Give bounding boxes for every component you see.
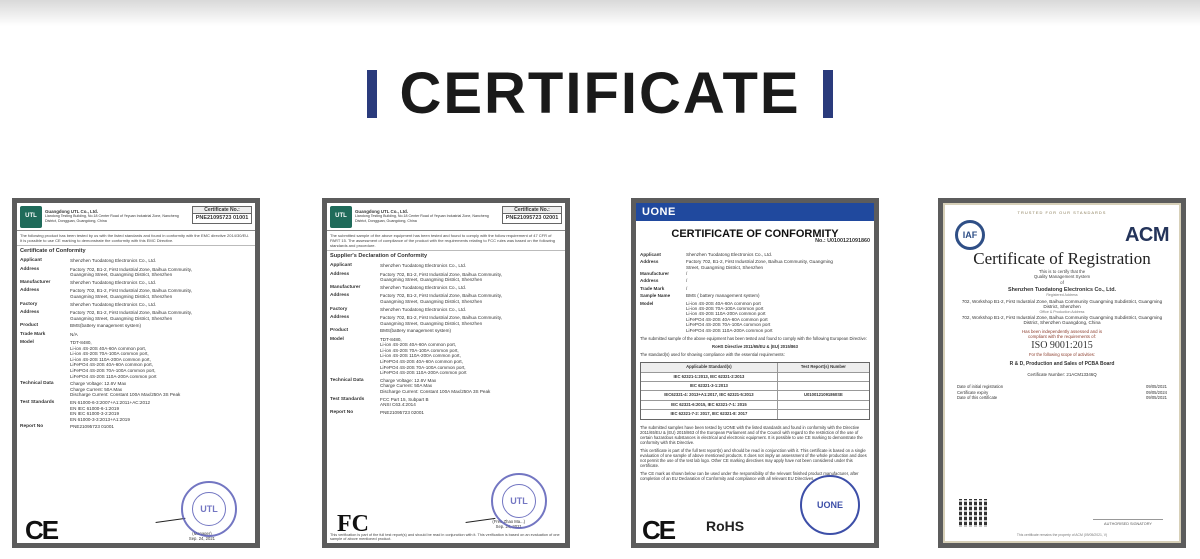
field-value-line: ANSI C63.4:2014 [380,402,416,408]
reg-sub-line: Quality Management System [1033,274,1091,280]
field-row [640,301,870,333]
field-label: Factory [330,306,348,312]
certificate-paper [636,203,874,543]
cert-number: PNE21095723 02001 [505,215,559,222]
field-value-line: LiFePO4 4S-20S 40A-60A common port, [380,358,463,364]
field-value [686,293,870,299]
cert-number-label: Certificate No.: [503,207,561,214]
field-value-line: Li-ion 4S-20S 110A-200A common port [686,311,766,317]
field-label: Model [20,340,34,345]
cert-number-box [502,206,562,224]
coc-text-1: The submitted sample of the above equipment has been tested and found to comply with the following European Directive: [640,336,867,342]
field-label: Address [330,293,350,299]
field-value-line: EN IEC 61000-6-1:2019 [70,405,120,411]
assessed-line: compliant with the requirements of: [1027,334,1097,340]
field-value-line: Charge Voltage: 12.6V Max [380,377,437,383]
field-value-line: EN 61000-6-3:2007+A1:2011+AC:2012 [70,399,151,405]
signer-role: (Free Zhao Ma...) [492,519,525,524]
reg-address: 702, Workshop B1-2, First Industrial Zone, Baihua Community Guangming Subdistrict, Guangming District, Shenzhen [961,298,1163,310]
cert-header [17,203,255,231]
field-value-line: BMS(battery management system) [380,328,451,334]
reg-sub-line: This is to certify that the [1038,268,1086,274]
section-heading [0,62,1200,126]
field-value [70,340,252,379]
field-value-line: / [686,285,688,291]
field-value-line: TDT-8480, [380,336,402,342]
table-row [641,373,869,382]
field-row [17,267,255,278]
field-value [380,315,562,326]
table-row [641,382,869,391]
field-value-line: Factory 702, B1-2, First Industrial Zone, Baihua Community, [380,271,502,277]
coc-title: CERTIFICATE OF CONFORMITY [671,228,839,240]
field-label: Applicant [640,251,661,257]
field-label: Address [640,259,659,265]
field-value-line: Guangming Street, Guangming District, Shenzhen [70,272,173,278]
field-row [327,285,565,291]
ce-mark-icon: CE [25,514,58,543]
field-value [70,267,252,278]
field-value-line: Li-ion 4S-20S 110A-200A common port, [380,353,461,359]
table-cell: IEC 62321-7-2: 2017, IEC 62321-8: 2017 [641,410,778,418]
scope-label: For the following scope of activities: [1028,352,1096,358]
field-value-line: Shenzhen Tuodatong Electronics Co., Ltd. [380,306,467,312]
authorised-signatory: AUTHORISED SIGNATORY [1093,519,1163,527]
heading-title: CERTIFICATE [399,61,801,126]
field-value [380,328,562,334]
field-value-line: / [686,271,688,277]
table-cell: IEC62321-4: 2013+A1:2017, IEC 62321-5:2013 [641,391,778,399]
field-value-line: Li-ion 4S-20S 70A-100A common port [686,306,764,312]
table-cell [778,401,869,409]
field-label: Trade Mark [640,285,665,291]
field-value-line: Shenzhen Tuodatong Electronics Co., Ltd. [380,285,467,290]
table-cell: IEC 62321-6:2015, IEC 62321-7-1: 2015 [641,401,778,409]
field-value-line: LiFePO4 4S-20S 110A-200A common port [380,370,467,376]
field-row [17,340,255,379]
field-value-line: Guangming Street, Guangming District, Shenzhen [380,277,483,283]
field-value-line: BMS(battery management system) [70,323,141,329]
office-address: 702, Workshop B1-2, First Industrial Zone, Baihua Community Guangming Subdistrict, Guangming District, Shenzhen Guangdong, China [961,315,1163,326]
field-value [70,323,252,329]
field-value-line: LiFePO4 4S-20S 70A-100A common port, [380,364,466,370]
field-row [327,263,565,269]
field-row [17,332,255,338]
field-row [17,323,255,329]
field-value-line: Shenzhen Tuodatong Electronics Co., Ltd. [686,251,773,257]
lab-name: Guangdong UTL Co., Ltd. [45,208,99,214]
field-value-line: Shenzhen Tuodatong Electronics Co., Ltd. [380,263,467,269]
field-label: Sample Name [640,293,671,299]
field-value-line: Charge Current: 50A Max [380,383,433,389]
company-name: Shenzhen Tuodatong Electronics Co., Ltd. [1007,287,1116,294]
field-value-line: TDT-8480, [70,340,92,345]
cert-number-label: Certificate No.: [193,207,251,214]
field-value-line: Li-ion 4S-20S 110A-200A common port, [70,356,151,362]
field-value-line: LiFePO4 4S-20S 40A-60A common port [686,316,768,322]
field-label: Factory [20,301,38,307]
field-row [17,288,255,299]
field-value [380,293,562,304]
field-value [380,307,562,313]
table-header-row [641,363,869,372]
top-shade [0,0,1200,26]
field-value [70,280,252,286]
reg-address-label: Registered Address [1046,293,1078,298]
utl-stamp-icon: UTL [491,473,547,529]
reg-dates [945,378,1179,400]
cert-fields [327,263,565,416]
field-row [640,271,870,277]
iso-standard: ISO 9001:2015 [1031,339,1093,351]
table-row [641,401,869,410]
date-value: 09/05/2021 [1146,394,1167,400]
field-value [686,278,870,284]
date-label: Certificate expiry [957,389,989,395]
field-value [380,378,562,395]
field-value [70,332,252,338]
field-row [327,315,565,326]
field-row [640,259,870,270]
cert-number-box [192,206,252,224]
coc-text-5: The CE mark as shown below can be used under the responsibility of the relevant finished product manufacturer, after completion of an EU Declaration of Conformity and compliance with all relevant EU Directives. [640,470,859,481]
field-value-line: Factory 702, B1-2, First Industrial Zone, Baihua Community, [380,315,502,320]
certificate-paper [943,203,1181,543]
field-value-line: / [686,278,688,284]
scope: R & D, Production and Sales of PCBA Board [1009,360,1115,367]
lab-address: Liandong Testing Building, No.18 Center Road of Yeyuan Industrial Zone, Nancheng District, Dongguan, Guangdong, China [355,214,489,223]
field-value-line: Factory 702, B1-2, First Industrial Zone, Baihua Community, [70,266,192,272]
uone-stamp-icon: UONE [800,475,860,535]
field-label: Address [330,315,350,320]
field-value [380,397,562,408]
date-row [957,395,1167,400]
field-row [17,302,255,308]
field-label: Model [330,336,344,342]
ce-mark-icon: CE [642,514,675,543]
field-value [70,302,252,308]
field-value-line: Factory 702, B1-2, First Industrial Zone, Baihua Community, [70,310,192,315]
date-value: 09/05/2021 [1146,384,1167,390]
field-value-line: Li-ion 4S-20S 40A-60A common port, [380,342,457,348]
field-value-line: LiFePO4 4S-20S 40A-60A common port, [70,362,153,368]
standards-table [640,362,870,419]
date-value: 09/05/2024 [1146,389,1167,395]
field-row [17,310,255,321]
field-row [327,337,565,376]
field-value-line: Shenzhen Tuodatong Electronics Co., Ltd. [70,258,157,264]
cert-fields [17,258,255,430]
rohs-mark-icon: RoHS [706,517,745,534]
table-cell: IEC 62321-1:2013, IEC 62321-2:2013 [641,373,778,381]
signature-date: Sep. 24, 2021 [188,536,215,541]
field-row [17,381,255,398]
field-value-line: LiFePO4 4S-20S 70A-100A common port [686,322,771,328]
certificate-card-fcc[interactable] [322,198,570,548]
field-value-line: N/A [70,331,78,337]
lab-logo-icon: UTL [20,206,42,228]
table-header-cell: Test Report(s) Number [800,364,846,370]
field-value-line: Factory 702, B1-2, First Industrial Zone, Baihua Community, Guangming [686,259,833,265]
field-value [70,258,252,264]
cert-header [327,203,565,231]
field-value [380,263,562,269]
cert-number: PNE21095723 01001 [195,215,249,222]
field-value [380,410,562,416]
field-label: Applicant [20,258,42,264]
field-value [380,285,562,291]
field-row [327,328,565,334]
table-cell [778,373,869,381]
field-label: Product [330,328,349,334]
field-value-line: Street, Guangming District, Shenzhen [686,264,764,270]
field-row [17,280,255,286]
field-value-line: Charge Current: 50A Max [70,386,123,392]
field-value [686,301,870,333]
assessed-line: Has been independently assessed and is [1021,328,1103,334]
field-value-line: EN 61000-3-3:2013+A1:2019 [70,416,130,422]
field-value-line: PNE21095723 02001 [380,409,424,415]
field-value-line: Guangming Street, Guangming District, Shenzhen [70,315,173,321]
coc-text-2: The standard(s) used for showing compliance with the essential requirements: [640,352,785,358]
field-value-line: Discharge Current: Constant 100A Max/250A 3S Peak [70,392,181,398]
cert-section-title: Certificate of Conformity [20,248,86,254]
certificate-card-rohs[interactable] [631,198,879,548]
field-value-line: Shenzhen Tuodatong Electronics Co., Ltd. [70,280,157,285]
field-label: Address [330,271,350,277]
table-row [641,410,869,418]
qr-code-icon [959,499,987,527]
signature [465,511,496,523]
signature-date: Sep. 24, 2021 [495,524,522,529]
cert-footnote: This verification is part of the full test report(s) and should be read in conjunction with it. This verification is based on an evaluation of one sample of above mentioned product. [330,532,560,542]
field-value-line: Guangming Street, Guangming District, Shenzhen [380,320,483,326]
field-value-line: LiFePO4 4S-20S 70A-100A common port, [70,367,156,373]
field-row [640,293,870,299]
field-value-line: Li-ion 4S-20S 40A-60A common port, [70,345,147,351]
field-value-line: Discharge Current: Constant 100A Max/250A 3S Peak [380,388,491,394]
field-value [380,272,562,283]
coc-text-4: This certificate is part of the full test report(s) and should be read in conjunction with it. This certificate is based on a single evaluation of one sample of above mentioned products. It does not imply an assessment of the whole production and does not permit the use of the test lab logo. Other CE marking directives may apply have not been considered under this certificate. [640,447,867,468]
field-label: Test Standards [20,399,55,405]
field-row [327,293,565,304]
fcc-mark-icon: FC [337,510,369,537]
field-value-line: Factory 702, B1-2, First Industrial Zone, Baihua Community, [380,293,502,299]
field-label: Test Standards [330,396,365,402]
field-value [380,337,562,376]
table-row [641,391,869,400]
lab-logo-icon: UTL [330,206,352,228]
field-label: Technical Data [330,377,364,383]
field-label: Report No [330,409,354,415]
field-value-line: EN IEC 61000-3-2:2019 [70,411,120,417]
reg-cert-number: Certificate Number: 21ACM13346Q [1027,371,1097,377]
acm-logo-icon: ACM [1124,224,1169,247]
field-row [640,278,870,284]
table-header-cell: Applicable Standard(s) [641,363,778,371]
table-cell: U0100121091860SE [803,392,843,398]
certificate-card-ce[interactable] [12,198,260,548]
certificate-paper [17,203,255,543]
field-row [17,400,255,422]
field-label: Applicant [330,263,352,269]
field-value-line: Factory 702, B1-2, First Industrial Zone, Baihua Community, [70,288,192,294]
field-value-line: Shenzhen Tuodatong Electronics Co., Ltd. [70,301,157,307]
field-label: Address [20,288,40,294]
coc-number: No.: U0100121091860 [815,238,870,245]
office-address-label: Office & Production Address [1039,309,1085,314]
field-value-line: BMS ( battery management system) [686,293,760,299]
table-cell [778,382,869,390]
registration-title: Certificate of Registration [973,249,1151,269]
cert-intro: The following product has been tested by us with the listed standards and found in conformity with the EMC directive 2014/30/EU. It is possible to use CE marking to demonstrate the conformity with this EMC Directive. [17,231,255,246]
date-label: Date of this certificate [957,394,998,400]
field-label: Trade Mark [20,331,46,337]
field-value-line: LiFePO4 4S-20S 110A-200A common port [70,373,157,379]
lab-name: Guangdong UTL Co., Ltd. [355,208,409,214]
field-value [686,252,870,258]
lab-address: Liandong Testing Building, No.18 Center Road of Yeyuan Industrial Zone, Nancheng District, Dongguan, Guangdong, China [45,214,179,223]
field-value [70,288,252,299]
field-label: Manufacturer [20,280,51,285]
field-value-line: Li-ion 4S-20S 40A-60A common port [686,300,761,306]
certificate-paper [327,203,565,543]
uone-header [636,203,874,221]
iaf-logo-icon: IAF [955,220,985,250]
field-label: Report No [20,424,44,430]
field-row [327,272,565,283]
field-label: Manufacturer [330,285,361,290]
field-value [686,271,870,277]
field-row [17,258,255,264]
coc-directive: RoHS Directive 2011/65/EU & (EU) 2015/863 [712,344,798,350]
field-value [686,259,870,270]
field-value [686,286,870,292]
signer-role: (Manager) [192,531,212,536]
field-value [70,424,252,430]
utl-stamp-icon: UTL [181,481,237,537]
field-label: Address [640,278,659,284]
table-cell [778,410,869,418]
heading-bar-left [367,70,377,118]
uone-logo-icon: UONE [642,205,676,218]
field-label: Product [20,323,39,329]
field-value-line: FCC Part 15, Subpart B [380,396,429,402]
field-value-line: Guangming Street, Guangming District, Shenzhen [380,299,483,304]
field-label: Manufacturer [640,271,670,277]
reg-footnote: This certificate remains the property of ACM (09/05/2021, V) [1016,532,1108,537]
field-label: Address [20,266,40,272]
field-label: Address [20,310,40,315]
cert-intro: The submitted sample of the above equipment has been tested and found to comply with the follow requirement of 47 CFR of PART 15. The assessment of compliance of the product with the requirements relating to FCC rules was based on the following standards and procedure. [327,231,565,251]
field-label: Technical Data [20,381,54,387]
reg-sub-line: of [1060,279,1064,285]
field-value [70,381,252,398]
field-value [70,310,252,321]
field-row [17,424,255,430]
date-label: Date of initial registration [957,384,1004,390]
trusted-banner: TRUSTED FOR OUR STANDARDS [1017,210,1107,215]
field-value [70,400,252,422]
field-value-line: Li-ion 4S-20S 70A-100A common port, [70,351,149,357]
field-value-line: Charge Voltage: 12.6V Max [70,381,127,387]
table-cell: IEC 62321-3-1:2013 [641,382,778,390]
field-value-line: PNE21095723 01001 [70,424,114,430]
field-value-line: LiFePO4 4S-20S 110A-200A common port [686,327,773,333]
coc-text-3: The submitted samples have been tested by UONE with the listed standards and found in conformity with the Directive 2011/65/EU & (EU) 2015/863 of the European Parliament and of the Council with regard to the restriction of the use of certain hazardous substances in electrical and electronic equipment. It is possible to use CE marking to demonstrate the conformity with this Directive. [640,424,863,445]
field-value-line: Guangming Street, Guangming District, Shenzhen [70,294,173,299]
certificate-card-iso[interactable] [938,198,1186,548]
field-row [327,410,565,416]
field-label: Model [640,300,654,306]
field-row [327,397,565,408]
field-value-line: Li-ion 4S-20S 70A-100A common port, [380,347,459,353]
cert-section-title: Supplier's Declaration of Conformity [330,253,428,259]
field-row [640,252,870,258]
field-row [327,378,565,395]
field-row [327,307,565,313]
heading-bar-right [823,70,833,118]
cert-fields [636,245,874,333]
field-row [640,286,870,292]
